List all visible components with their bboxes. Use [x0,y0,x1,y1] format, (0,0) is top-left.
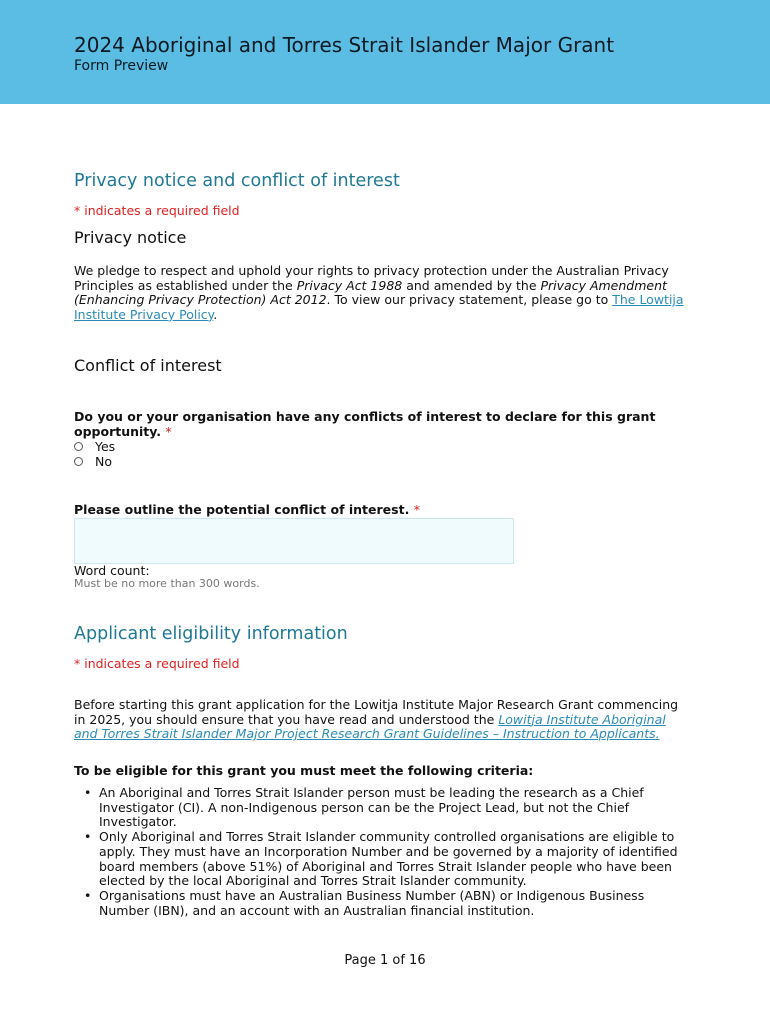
conflict-question-text: Do you or your organisation have any conflicts of interest to declare for this grant opportunity. [74,409,656,439]
criteria-list [74,786,684,918]
conflict-outline-label [74,503,684,518]
conflict-outline-textarea[interactable] [74,518,514,564]
radio-option-yes[interactable] [74,439,115,454]
privacy-policy-link[interactable]: The Lowtija Institute Privacy Policy [74,292,684,322]
eligibility-section-title: Applicant eligibility information [74,624,348,644]
privacy-text-part: . To view our privacy statement, please go to [326,292,613,308]
list-item: • Only Aboriginal and Torres Strait Islander community controlled organisations are eligible to apply. They must have an Incorporation Number and be governed by a majority of identified board members (above 51%) of Aboriginal and Torres Strait Islander people who have been elected by the local Aboriginal and Torres Strait Islander community. [74,830,684,889]
conflict-outline-text: Please outline the potential conflict of interest. [74,502,410,517]
eligibility-intro-text: Before starting this grant application for the Lowitja Institute Major Research Grant commencing in 2025, you should ensure that you have read and understood the [74,697,679,727]
privacy-text-part: and amended by the [402,277,541,293]
eligibility-intro [74,698,684,742]
criteria-heading: To be eligible for this grant you must meet the following criteria: [74,763,534,778]
radio-label: No [95,454,112,469]
radio-option-no[interactable] [74,454,112,469]
radio-label: Yes [95,439,116,454]
privacy-notice-title: Privacy notice [74,228,187,247]
required-star: * [413,502,420,517]
word-limit-hint: Must be no more than 300 words. [74,577,260,590]
page-number: Page 1 of 16 [344,953,426,968]
form-title: 2024 Aboriginal and Torres Strait Islander Major Grant [74,33,615,57]
guidelines-link[interactable]: Lowitja Institute Aboriginal and Torres Strait Islander Major Project Research Grant Guidelines – Instruction to Applicants. [74,711,666,742]
privacy-text-part: . [213,306,218,322]
radio-button-icon[interactable] [74,442,83,451]
privacy-notice-text [74,264,684,322]
conflict-question-label [74,410,684,439]
privacy-text-part: We pledge to respect and uphold your rights to privacy protection under the Australian Privacy Principles as established under the [74,263,669,293]
list-item: • Organisations must have an Australian Business Number (ABN) or Indigenous Business Number (IBN), and an account with an Australian financial institution. [74,889,684,918]
privacy-act-name: Privacy Act 1988 [296,277,403,293]
privacy-amendment-name: Privacy Amendment (Enhancing Privacy Protection) Act 2012 [74,277,667,308]
radio-button-icon[interactable] [74,457,83,466]
form-header [0,0,770,104]
required-star: * [165,423,172,439]
conflict-of-interest-title: Conflict of interest [74,356,222,375]
form-subtitle: Form Preview [74,58,169,74]
required-field-note: * indicates a required field [74,203,240,218]
list-item: • An Aboriginal and Torres Strait Islander person must be leading the research as a Chief Investigator (CI). A non-Indigenous person can be the Project Lead, but not the Chief Investigator. [74,786,684,830]
word-count-label: Word count: [74,563,150,578]
required-field-note: * indicates a required field [74,656,240,671]
privacy-section-title: Privacy notice and conflict of interest [74,171,400,191]
